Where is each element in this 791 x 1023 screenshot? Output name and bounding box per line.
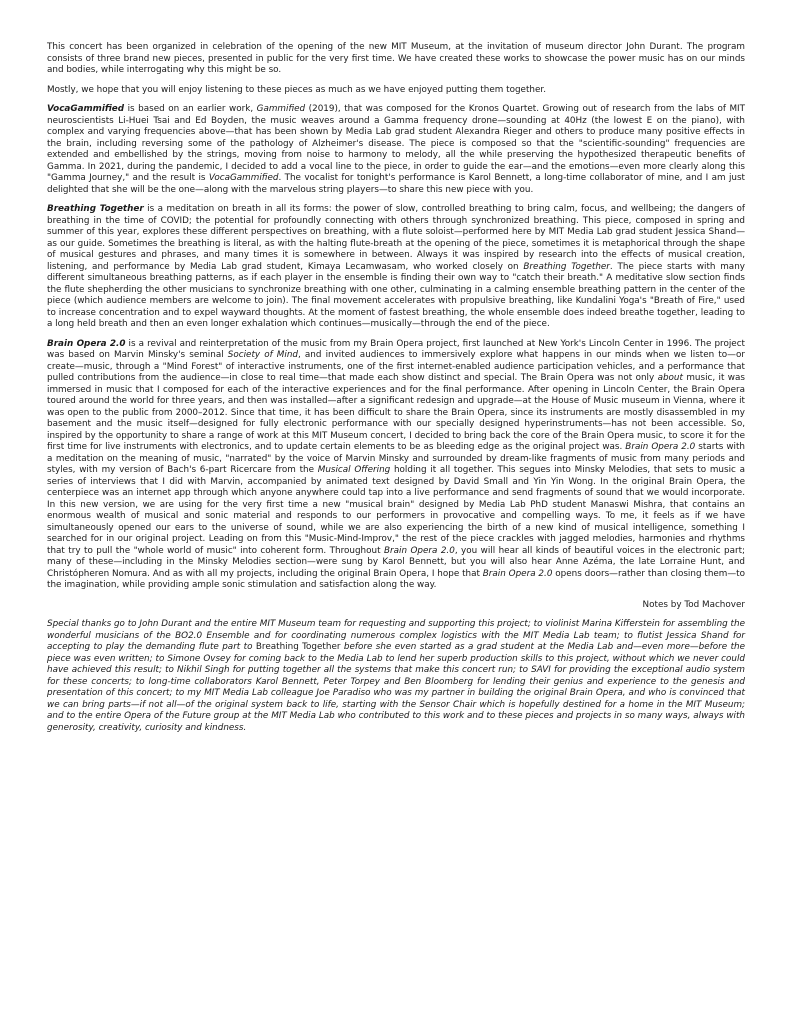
notes-credit: Notes by Tod Machover: [642, 599, 745, 610]
vocagammified-title-ref: VocaGammified: [208, 173, 279, 183]
vocagammified-title: VocaGammified: [47, 104, 125, 114]
breathing-together-paragraph: [47, 204, 745, 331]
brain-opera-text-1: is a revival and reinterpretation of the music from my Brain Opera project, first launched at New York's Lincoln Center in 1996. The project was based on Marvin Minsky's seminal: [47, 338, 745, 360]
vocagammified-paragraph: [47, 104, 745, 196]
intro-paragraph: This concert has been organized in celebration of the opening of the new MIT Museum, at the invitation of museum director John Durant. The program consists of three brand new pieces, presented in public for the very first time. We have created these works to showcase the power music has on our minds and bodies, while interrogating why this might be so.: [47, 42, 745, 75]
vocagammified-text-2: (2019), that was composed for the Kronos Quartet. Growing out of research from the labs of MIT neuroscientists Li-Huei Tsai and Ed Boyden, the music weaves around a Gamma frequency drone—sounding at 40Hz (the lowest E on the piano), with complex and varying frequencies above—that has been shown by Media Lab grad student Alexandra Rieger and others to produce many positive effects in the brain, including reversing some of the pathology of Alzheimer's disease. The piece is composed so that the "scientific-sounding" frequencies are extended and embellished by the strings, moving from noise to harmony to melody, all the while preserving the hypothesized therapeutic benefits of Gamma. In 2021, during the pandemic, I decided to add a vocal line to the piece, in order to guide the ear—and the emotions—even more clearly along this "Gamma Journey," and the result is: [47, 104, 746, 183]
brain-opera-title-ref-3: Brain Opera 2.0: [482, 568, 553, 579]
brain-opera-text-2: , and invited audiences to immersively explore what happens in our minds when we listen to—or create—music, through a "Mind Forest" of interactive instruments, one of the first internet-enabled audience participation vehicles, and a performance that pulled contributions from the audience—in close to real time—that made each show distinct and special. The Brain Opera was not only: [47, 350, 745, 383]
breathing-together-title: Breathing Together: [47, 204, 144, 214]
breathing-text-2: . The piece starts with many different simultaneous breathing patterns, as if each player in the ensemble is finding their own way to "catch their breath." A meditative slow section finds the flute shepherding the other musicians to synchronize breathing with one other, culminating in a calming ensemble breathing pattern in the center of the piece (which audience members are welcome to join). The final movement accelerates with propulsive breathing, like Kundalini Yoga's "Breath of Fire," used to increase concentration and to expel wayward thoughts. At the moment of fastest breathing, the whole ensemble does indeed breathe together, leading to a long held breath and then an even longer exhalation which continues—musically—through the end of the piece.: [47, 261, 745, 329]
brain-opera-text-6: , you will hear all kinds of beautiful voices in the electronic part; many of these—including in the Minsky Melodies section—were sung by Karol Bennett, but you will also hear Anne Azéma, the late Lorraine Hunt, and Christópheren Nomura. And as with all my projects, including the original Brain Opera, I hope that: [47, 545, 745, 579]
breathing-text-1: is a meditation on breath in all its forms: the power of slow, controlled breathing to bring calm, focus, and wellbeing; the dangers of breathing in the time of COVID; the potential for profoundly connecting with others through synchronized breathing. This piece, composed in spring and summer of this year, explores these different perspectives on breathing, with a flute soloist—performed here by MIT Media Lab grad student Jessica Shand—as our guide. Sometimes the breathing is literal, as with the halting flute-breath at the opening of the piece, sometimes it is metaphorical through the shape of musical gestures and phrases, and many times it is somewhere in between. Always it was inspired by research into the effects of musical creation, listening, and performance by Media Lab grad student, Kimaya Lecamwasam, who worked closely on: [47, 204, 745, 272]
brain-opera-text-3: music, it was immersed in music that I composed for each of the interactive experiences and for the final performance. After opening in Lincoln Center, the Brain Opera toured around the world for three years, and then was installed—after a significant redesign and upgrade—at the House of Music museum in Vienna, where it was open to the public from 2000–2012. Since that time, it has been difficult to share the Brain Opera, since its instruments are mostly disassembled in my basement and the music itself—designed for fully electronic performance with our specially designed hyperinstruments—has not been accessible. So, inspired by the opportunity to share a range of work at this MIT Museum concert, I decided to bring back the core of the Brain Opera music, to score it for the first time for live instruments with electronics, and to update certain elements to be as bleeding edge as the original project was.: [47, 373, 745, 452]
thanks-text-2: before she even started as a grad student at the Media Lab and—even more—before the piece was even written; to Simone Ovsey for coming back to the Media Lab to lend her superb production skills to this project, without which we never could have achieved this result; to Nikhil Singh for putting together all the systems that make this concert run; to SAVI for providing the exceptional audio system for these concerts; to long-time collaborators Karol Bennett, Peter Torpey and Ben Bloomberg for lending their genius and experience to the genesis and presentation of this concert; to my MIT Media Lab colleague Joe Paradiso who was my partner in building the original Brain Opera, and who is convinced that we can bring parts—if not all—of the original system back to life, starting with the Sensor Chair which is hopefully destined for a home in the MIT Museum; and to the entire Opera of the Future group at the MIT Media Lab who contributed to this work and to these pieces and projects in so many ways, always with generosity, creativity, curiosity and kindness.: [47, 642, 746, 733]
special-thanks-paragraph: [47, 619, 745, 734]
vocagammified-text-3: . The vocalist for tonight's performance is Karol Bennett, a long-time collaborator of mine, and I am just delighted that she will be the one—along with the marvelous string players—to share this new piece with you.: [47, 173, 745, 195]
brain-opera-title: Brain Opera 2.0: [47, 338, 126, 349]
thanks-breathing-together-ref: Breathing Together: [255, 642, 341, 652]
intro-closing-paragraph: Mostly, we hope that you will enjoy listening to these pieces as much as we have enjoyed putting them together.: [47, 84, 547, 95]
gammified-title-ref: Gammified: [256, 104, 306, 114]
breathing-together-title-ref: Breathing Together: [523, 261, 610, 272]
about-emphasis: about: [657, 373, 683, 383]
brain-opera-text-4: starts with a meditation on the meaning of music, "narrated" by the voice of Marvin Minsky and surrounded by dream-like fragments of music from many periods and styles, with my version of Bach's 6-part Ricercare from the: [47, 442, 746, 475]
brain-opera-title-ref-2: Brain Opera 2.0: [383, 545, 455, 556]
brain-opera-text-7: opens doors—rather than closing them—to the imagination, while providing ample sonic stimulation and satisfaction along the way.: [47, 568, 745, 590]
society-of-mind-ref: Society of Mind: [227, 350, 298, 360]
brain-opera-title-ref-1: Brain Opera 2.0: [625, 442, 696, 452]
brain-opera-paragraph: [47, 339, 745, 592]
thanks-text-1: Special thanks go to John Durant and the entire MIT Museum team for requesting and supporting this project; to violinist Marina Kifferstein for assembling the wonderful musicians of the BO2.0 Ensemble and for coordinating numerous complex logistics with the MIT Media Lab team; to flutist Jessica Shand for accepting to play the demanding flute part to: [47, 619, 745, 652]
brain-opera-text-5: holding it all together. This segues into Minsky Melodies, that sets to music a series of interviews that I did with Marvin, accompanied by animated text designed by David Small and Yin Yin Wong. In the original Brain Opera, the centerpiece was an internet app through which anyone anywhere could tap into a live performance and send fragments of sound that we would incorporate. In this new version, we are using for the very first time a new "musical brain" designed by Media Lab PhD student Manaswi Mishra, that contains an enormous wealth of musical and sonic material and responds to our performers in provocative and compelling ways. To me, it feels as if we have simultaneously opened our ears to the universe of sound, while we are also experiencing the birth of a new kind of musical intelligence, something I searched for in our original project. Leading on from this "Music-Mind-Improv," the rest of the piece crackles with jagged melodies, harmonies and rhythms that try to pull the "whole world of music" into coherent form. Throughout: [47, 465, 745, 556]
musical-offering-ref: Musical Offering: [317, 465, 391, 475]
vocagammified-text-1: is based on an earlier work,: [124, 104, 257, 114]
